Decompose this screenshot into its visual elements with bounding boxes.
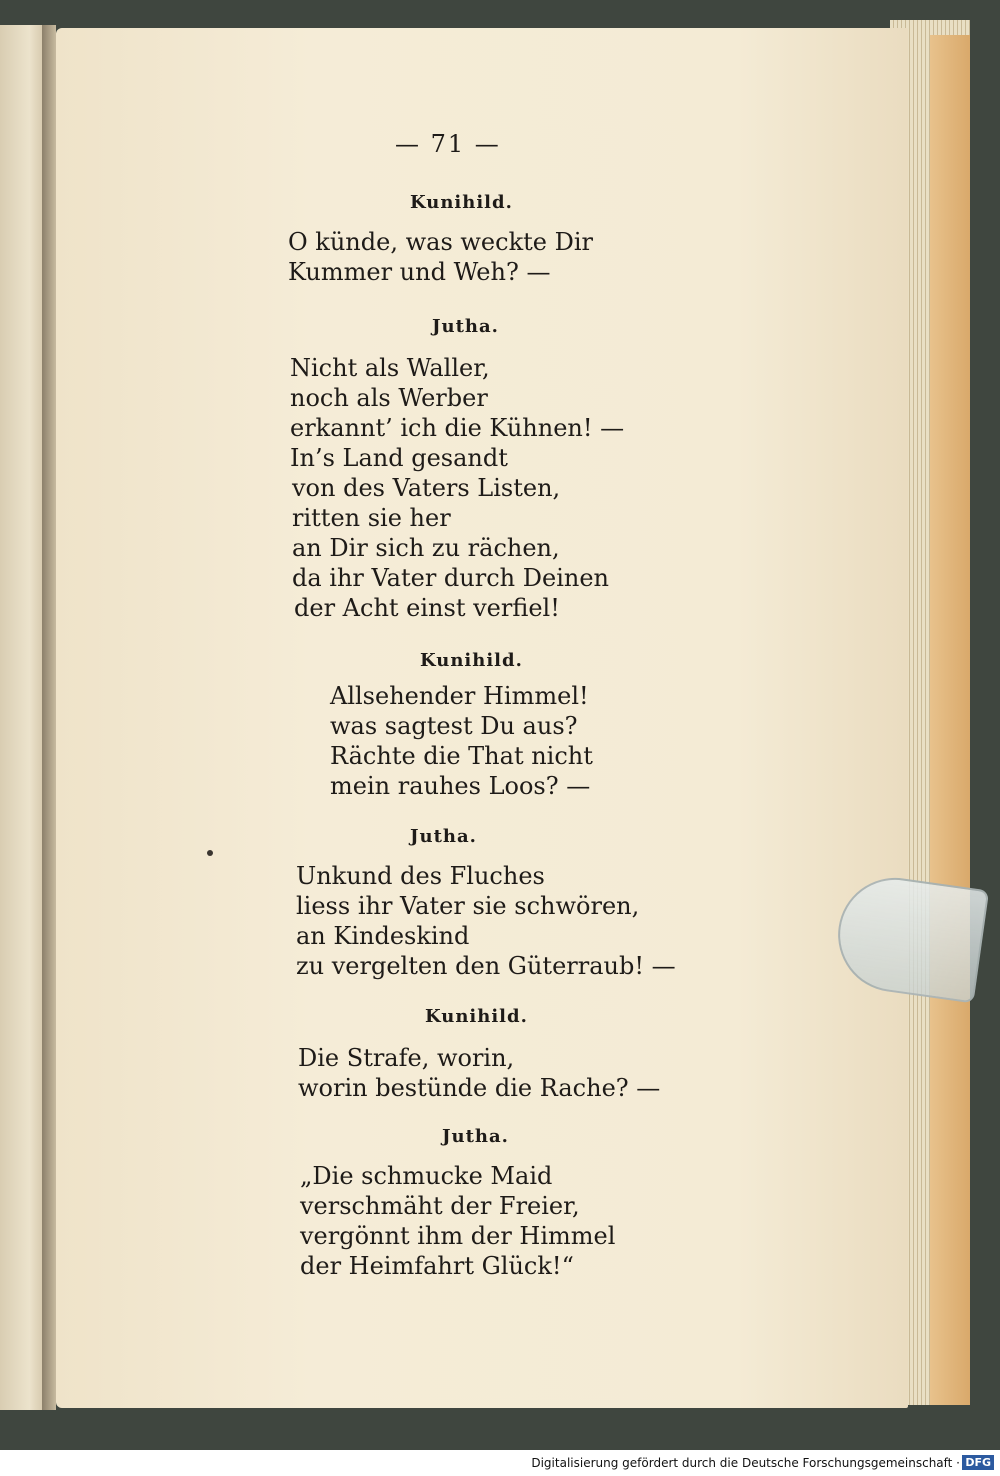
funding-note: Digitalisierung gefördert durch die Deutsche Forschungsgemeinschaft · (531, 1456, 960, 1470)
speaker-heading: Kunihild. (425, 1006, 528, 1027)
speaker-heading: Jutha. (432, 316, 499, 337)
verse-line: da ihr Vater durch Deinen (292, 564, 609, 592)
verse-line: verschmäht der Freier, (300, 1192, 580, 1220)
ink-speck (207, 850, 213, 856)
verse-line: worin bestünde die Rache? — (298, 1074, 661, 1102)
footer-bar (0, 1450, 1000, 1476)
speaker-heading: Kunihild. (410, 192, 513, 213)
verse-line: noch als Werber (290, 384, 488, 412)
verse-line: Kummer und Weh? — (288, 258, 551, 286)
verse-line: In’s Land gesandt (290, 444, 508, 472)
verse-line: mein rauhes Loos? — (330, 772, 591, 800)
verse-line: „Die schmucke Maid (300, 1162, 553, 1190)
verse-line: der Acht einst verfiel! (294, 594, 560, 622)
speaker-heading: Jutha. (442, 1126, 509, 1147)
verse-line: Nicht als Waller, (290, 354, 490, 382)
verse-line: der Heimfahrt Glück!“ (300, 1252, 574, 1280)
verse-line: Die Strafe, worin, (298, 1044, 515, 1072)
verse-line: zu vergelten den Güterraub! — (296, 952, 676, 980)
verse-line: liess ihr Vater sie schwören, (296, 892, 640, 920)
page-number: — 71 — (395, 130, 501, 158)
cover-edge (930, 35, 970, 1405)
speaker-heading: Jutha. (410, 826, 477, 847)
verse-line: ritten sie her (292, 504, 451, 532)
verse-line: erkannt’ ich die Kühnen! — (290, 414, 625, 442)
verse-line: vergönnt ihm der Himmel (300, 1222, 616, 1250)
verse-line: von des Vaters Listen, (292, 474, 561, 502)
verse-line: Rächte die That nicht (330, 742, 593, 770)
left-page-edge (0, 25, 44, 1410)
dfg-logo: DFG (962, 1455, 994, 1470)
verse-line: Unkund des Fluches (296, 862, 545, 890)
book-gutter (42, 25, 56, 1410)
speaker-heading: Kunihild. (420, 650, 523, 671)
verse-line: Allsehender Himmel! (330, 682, 589, 710)
verse-line: O künde, was weckte Dir (288, 228, 593, 256)
verse-line: was sagtest Du aus? (330, 712, 578, 740)
verse-line: an Dir sich zu rächen, (292, 534, 560, 562)
verse-line: an Kindeskind (296, 922, 470, 950)
